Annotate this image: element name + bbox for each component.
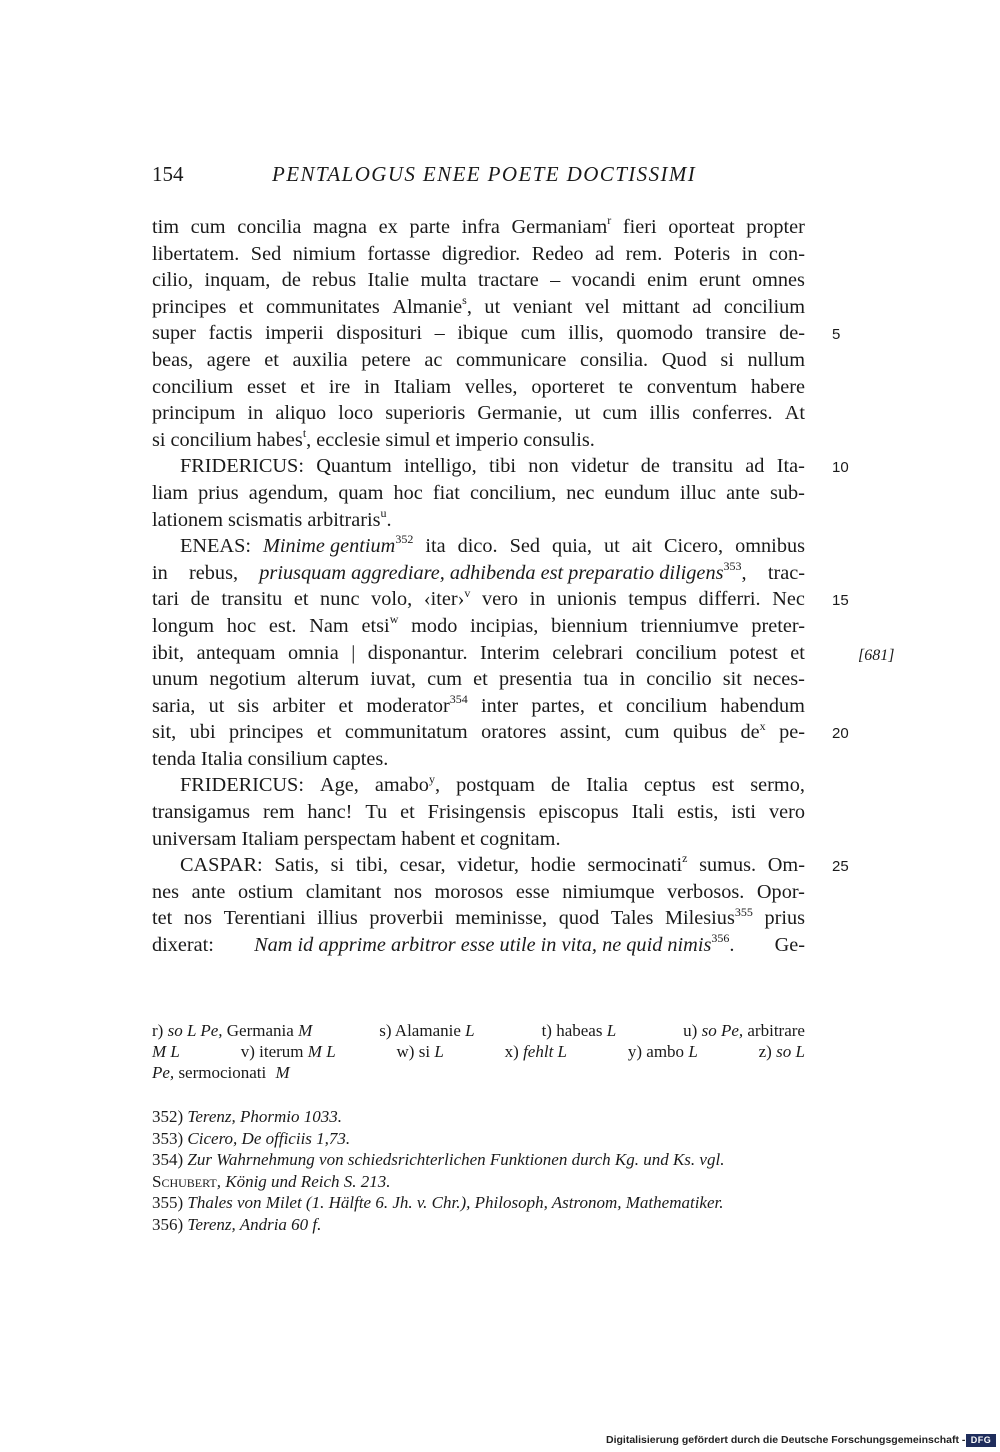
apparatus-entry: v) iterum M L <box>240 1042 336 1061</box>
running-title: PENTALOGUS ENEE POETE DOCTISSIMI <box>272 162 697 186</box>
apparatus-entry: t) habeas L <box>541 1021 617 1040</box>
apparatus-ref: z <box>682 851 688 866</box>
text-line: cilio, inquam, de rebus Italie multa tractare – vocandi enim erunt omnes <box>152 269 805 292</box>
apparatus-line <box>152 1041 805 1062</box>
digitization-credit: Digitalisierung gefördert durch die Deutsche Forschungsgemeinschaft - <box>606 1434 966 1446</box>
footnote: 353) Cicero, De officiis 1,73. <box>152 1128 351 1148</box>
apparatus-ref: w <box>389 612 399 627</box>
apparatus-ref: x <box>759 718 766 733</box>
text-line: transigamus rem hanc! Tu et Frisingensis episcopus Itali estis, isti vero <box>152 801 805 824</box>
text-line: principes et communitates Almanie$^s$, ut veniant vel mittant ad concilium <box>152 293 805 318</box>
footnotes <box>152 1106 812 1235</box>
text-line: dixerat: Nam id apprime arbitror esse utile in vita, ne quid nimis$^{356}$. Ge- <box>152 931 805 957</box>
apparatus-entry: Pe, sermocionati M <box>152 1063 290 1082</box>
text-line: si concilium habes$^t$, ecclesie simul et imperio consulis. <box>152 425 595 451</box>
folio-marker: [681] <box>858 647 895 664</box>
text-line: longum hoc est. Nam etsi$^w$ modo incipias, biennium trienniumve preter- <box>152 612 805 637</box>
apparatus-entry: s) Alamanie L <box>379 1021 475 1040</box>
text-line: CASPAR: Satis, si tibi, cesar, videtur, hodie sermocinati$^z$ sumus. Om- <box>152 852 805 879</box>
text-line: tenda Italia consilium captes. <box>152 747 389 770</box>
apparatus-entry: w) si L <box>396 1042 444 1061</box>
speaker-name: FRIDERICUS: <box>180 455 304 478</box>
apparatus-entry: y) ambo L <box>627 1042 698 1061</box>
apparatus-entry: x) fehlt L <box>504 1042 567 1061</box>
text-line: tim cum concilia magna ex parte infra Germaniam$^r$ fieri oporteat propter <box>152 213 805 238</box>
footnote-ref: 352 <box>395 532 414 547</box>
line-number: 15 <box>832 592 849 609</box>
footnote-ref: 355 <box>734 904 753 919</box>
text-line: tari de transitu et nunc volo, ‹iter›$^v$ vero in unionis tempus differri. Nec <box>152 585 805 611</box>
apparatus-line <box>152 1062 805 1083</box>
speaker-name: FRIDERICUS: <box>180 774 304 797</box>
speaker-name: CASPAR: <box>180 854 263 877</box>
line-number: 5 <box>832 326 841 343</box>
text-line: tet nos Terentiani illius proverbii meminisse, quod Tales Milesius$^{355}$ prius <box>152 904 805 930</box>
text-line: in rebus, priusquam aggrediare, adhibenda est preparatio diligens$^{353}$, trac- <box>152 558 805 584</box>
text-line: super factis imperii dispositurі – ibique cum illis, quomodo transire de- <box>152 322 805 345</box>
page-header <box>152 162 812 196</box>
speaker-name: ENEAS: <box>180 535 251 558</box>
apparatus-entry: u) so Pe, arbitrare <box>683 1021 805 1040</box>
main-text <box>152 214 805 959</box>
apparatus-entry: M L <box>152 1042 180 1061</box>
footnote-ref: 356 <box>711 931 730 946</box>
apparatus-entry: z) so L <box>758 1042 805 1061</box>
line-number: 25 <box>832 858 849 875</box>
apparatus-line <box>152 1020 805 1041</box>
text-line: ibit, antequam omnia | disponantur. Interim celebrari concilium potest et <box>152 640 805 667</box>
apparatus-ref: y <box>428 771 435 786</box>
page-break-marker: | <box>351 641 356 664</box>
footnote: 356) Terenz, Andria 60 f. <box>152 1214 322 1234</box>
apparatus-ref: s <box>462 293 467 308</box>
text-line: concilium esset et ire in Italiam velles, oporteret te conventum habere <box>152 375 805 398</box>
text-line: lationem scismatis arbitraris$^u$. <box>152 505 392 531</box>
text-line: FRIDERICUS: Age, amabo$^y$, postquam de Italia ceptus est sermo, <box>152 772 805 799</box>
text-line: liam prius agendum, quam hoc fiat concilium, nec eundum illuc ante sub- <box>152 481 805 504</box>
page-number: 154 <box>152 162 184 186</box>
text-line: unum negotium alterum iuvat, cum et presentia tua in concilio sit neces- <box>152 668 805 691</box>
critical-apparatus <box>152 1020 805 1083</box>
footnote: 354) Zur Wahrnehmung von schiedsrichterlichen Funktionen durch Kg. und Ks. vgl. <box>152 1150 725 1169</box>
text-line: ENEAS: Minime gentium$^{352}$ ita dico. Sed quia, ut ait Cicero, omnibus <box>152 533 805 560</box>
apparatus-ref: u <box>380 505 387 520</box>
footnote: 352) Terenz, Phormio 1033. <box>152 1107 343 1126</box>
line-number: 20 <box>832 725 849 742</box>
footnote-ref: 353 <box>723 558 742 573</box>
text-line: FRIDERICUS: Quantum intelligo, tibi non videtur de transitu ad Ita- <box>152 453 805 480</box>
apparatus-ref: v <box>464 585 471 600</box>
text-line: beas, agere et auxilia petere ac communicare consilia. Quod si nullum <box>152 348 805 371</box>
dfg-logo: DFG <box>966 1434 996 1447</box>
text-line: saria, ut sis arbiter et moderator$^{354}$ inter partes, et concilium habendum <box>152 691 805 717</box>
apparatus-ref: t <box>302 425 307 440</box>
apparatus-ref: r <box>607 213 612 228</box>
text-line: sit, ubi principes et communitatum oratores assint, cum quibus $de^x$ pe- <box>152 718 805 744</box>
line-number: 10 <box>832 459 849 476</box>
footnote-ref: 354 <box>449 691 468 706</box>
text-line: principum in aliquo loco superioris Germanie, ut cum illis conferres. At <box>152 402 805 425</box>
text-line: libertatem. Sed nimium fortasse digredior. Redeo ad rem. Poteris in con- <box>152 242 805 265</box>
text-line: nes ante ostium clamitant nos morosos esse nimiumque verbosos. Opor- <box>152 880 805 903</box>
apparatus-entry: r) so L Pe, Germania M <box>152 1021 313 1040</box>
footnote-continuation: Schubert, König und Reich S. 213. <box>152 1171 391 1191</box>
footnote: 355) Thales von Milet (1. Hälfte 6. Jh. v. Chr.), Philosoph, Astronom, Mathematiker. <box>152 1193 724 1212</box>
text-line: universam Italiam perspectam habent et cognitam. <box>152 827 561 850</box>
